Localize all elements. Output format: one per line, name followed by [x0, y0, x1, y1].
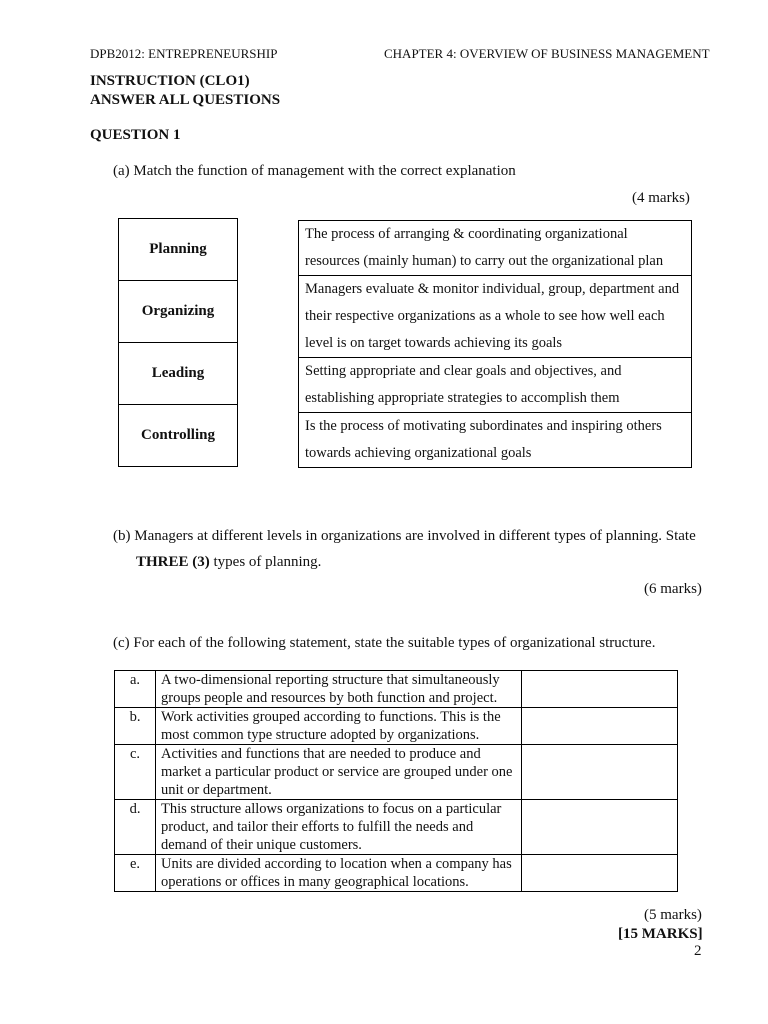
part-a-prompt: (a) Match the function of management with the correct explanation — [113, 163, 516, 179]
explanation-1: The process of arranging & coordinating organizational resources (mainly human) to carry out the organizational plan — [299, 221, 691, 276]
page-number: 2 — [694, 943, 702, 959]
answer-cell[interactable] — [522, 671, 678, 708]
structure-table — [114, 670, 678, 892]
row-label: b. — [115, 708, 156, 745]
question-title: QUESTION 1 — [90, 127, 181, 143]
course-header: DPB2012: ENTREPRENEURSHIP — [90, 46, 278, 61]
explanations-column — [298, 220, 692, 468]
table-row — [115, 800, 678, 855]
total-marks: [15 MARKS] — [618, 926, 703, 942]
row-statement: Work activities grouped according to functions. This is the most common type structure adopted by organizations. — [156, 708, 522, 745]
row-statement: Activities and functions that are needed to produce and market a particular product or service are grouped under one unit or department. — [156, 745, 522, 800]
part-b-marks: (6 marks) — [644, 581, 702, 597]
part-b-line-2 — [136, 554, 321, 571]
function-leading: Leading — [119, 343, 237, 405]
part-c-prompt: (c) For each of the following statement, state the suitable types of organizational structure. — [113, 635, 656, 651]
answer-cell[interactable] — [522, 855, 678, 892]
function-controlling: Controlling — [141, 427, 215, 443]
row-statement: A two-dimensional reporting structure that simultaneously groups people and resources by both function and project. — [156, 671, 522, 708]
part-b-line-1: (b) Managers at different levels in organizations are involved in different types of planning. State — [113, 528, 696, 544]
answer-cell[interactable] — [522, 800, 678, 855]
row-statement: Units are divided according to location when a company has operations or offices in many geographical locations. — [156, 855, 522, 892]
part-b-emphasis: THREE (3) — [136, 554, 210, 570]
row-label: d. — [115, 800, 156, 855]
instruction-line-2: ANSWER ALL QUESTIONS — [90, 92, 281, 108]
part-c-marks: (5 marks) — [644, 907, 702, 923]
explanation-3: Setting appropriate and clear goals and objectives, and establishing appropriate strategies to accomplish them — [299, 358, 691, 413]
chapter-header: CHAPTER 4: OVERVIEW OF BUSINESS MANAGEMENT — [384, 46, 710, 61]
part-a-marks: (4 marks) — [632, 190, 690, 206]
row-statement: This structure allows organizations to focus on a particular product, and tailor their efforts to fulfill the needs and demand of their unique customers. — [156, 800, 522, 855]
answer-cell[interactable] — [522, 708, 678, 745]
row-label: e. — [115, 855, 156, 892]
explanation-2: Managers evaluate & monitor individual, group, department and their respective organizations as a whole to see how well each level is on target towards achieving its goals — [299, 276, 691, 358]
table-row — [115, 671, 678, 708]
table-row — [115, 708, 678, 745]
row-label: a. — [115, 671, 156, 708]
instruction-line-1: INSTRUCTION (CLO1) — [90, 73, 250, 89]
table-row — [115, 855, 678, 892]
function-planning: Planning — [119, 219, 237, 281]
explanation-4: Is the process of motivating subordinates and inspiring others towards achieving organizational goals — [305, 418, 662, 461]
function-organizing: Organizing — [119, 281, 237, 343]
answer-cell[interactable] — [522, 745, 678, 800]
functions-column — [118, 218, 238, 467]
row-label: c. — [115, 745, 156, 800]
table-row — [115, 745, 678, 800]
part-b-line-2-rest: types of planning. — [209, 554, 322, 570]
